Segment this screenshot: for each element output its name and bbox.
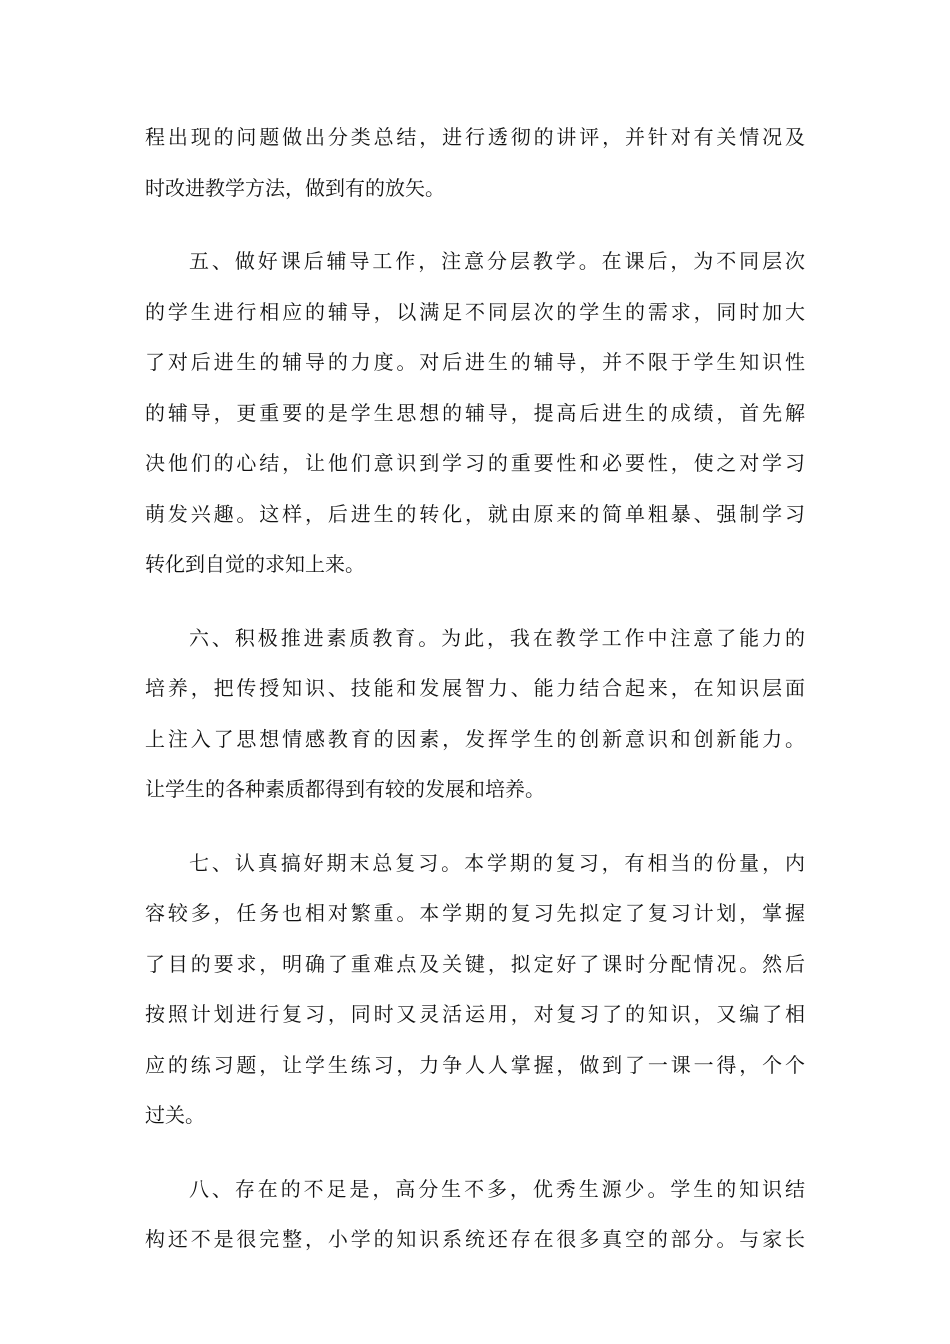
- text-line: 的学生进行相应的辅导，以满足不同层次的学生的需求，同时加大: [145, 299, 805, 324]
- text-line: 五、做好课后辅导工作，注意分层教学。在课后，为不同层次: [189, 249, 805, 273]
- text-line: 培养，把传授知识、技能和发展智力、能力结合起来，在知识层面: [145, 676, 805, 700]
- text-line: 萌发兴趣。这样，后进生的转化，就由原来的简单粗暴、强制学习: [145, 501, 805, 526]
- text-line: 应的练习题，让学生练习，力争人人掌握，做到了一课一得，个个: [145, 1052, 805, 1077]
- text-line: 的辅导，更重要的是学生思想的辅导，提高后进生的成绩，首先解: [145, 400, 805, 425]
- text-line: 容较多，任务也相对繁重。本学期的复习先拟定了复习计划，掌握: [145, 901, 805, 925]
- text-line: 上注入了思想情感教育的因素，发挥学生的创新意识和创新能力。: [145, 726, 805, 751]
- paragraph-seven: [145, 838, 805, 1141]
- text-line: 时改进教学方法，做到有的放矢。: [145, 175, 445, 200]
- text-line: 过关。: [145, 1103, 205, 1127]
- text-line: 让学生的各种素质都得到有较的发展和培养。: [145, 777, 545, 801]
- text-line: 决他们的心结，让他们意识到学习的重要性和必要性，使之对学习: [145, 451, 805, 475]
- paragraph-six: [145, 613, 805, 815]
- text-line: 转化到自觉的求知上来。: [145, 552, 365, 576]
- text-line: 按照计划进行复习，同时又灵活运用，对复习了的知识，又编了相: [145, 1002, 805, 1026]
- text-line: 六、积极推进素质教育。为此，我在教学工作中注意了能力的: [189, 625, 805, 650]
- text-line: 了目的要求，明确了重难点及关键，拟定好了课时分配情况。然后: [145, 951, 805, 976]
- document-page: [145, 112, 805, 1265]
- paragraph-eight: [145, 1164, 805, 1265]
- paragraph-five: [145, 236, 805, 590]
- text-line: 了对后进生的辅导的力度。对后进生的辅导，并不限于学生知识性: [145, 350, 805, 374]
- text-line: 七、认真搞好期末总复习。本学期的复习，有相当的份量，内: [189, 850, 805, 875]
- paragraph-continued: [145, 112, 805, 213]
- text-line: 构还不是很完整，小学的知识系统还存在很多真空的部分。与家长: [145, 1227, 805, 1251]
- text-line: 程出现的问题做出分类总结，进行透彻的讲评，并针对有关情况及: [145, 125, 805, 149]
- text-line: 八、存在的不足是，高分生不多，优秀生源少。学生的知识结: [189, 1176, 805, 1201]
